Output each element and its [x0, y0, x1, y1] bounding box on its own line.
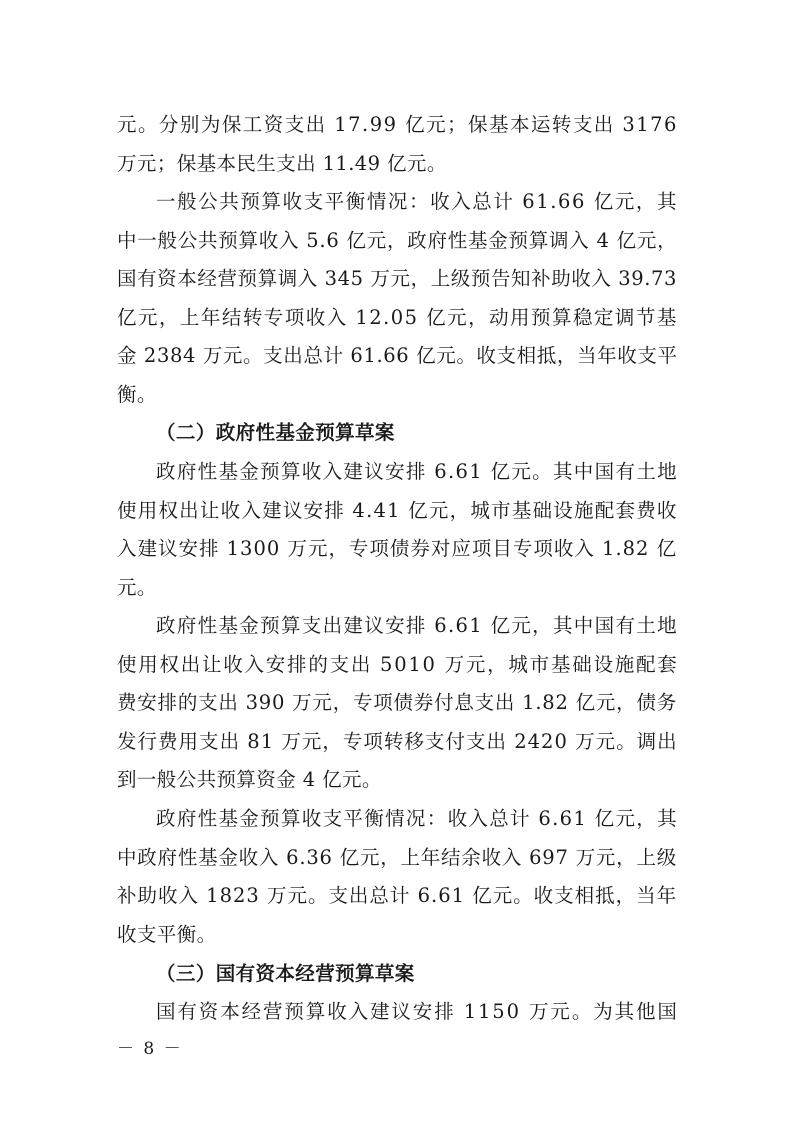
text-line: 入建议安排 1300 万元，专项债券对应项目专项收入 1.82 亿 [117, 537, 678, 560]
section-heading-fund-budget: （二）政府性基金预算草案 [156, 421, 395, 444]
page-number: － 8 － [117, 1039, 183, 1059]
text-line: 政府性基金预算收支平衡情况：收入总计 6.61 亿元，其 [156, 807, 678, 830]
text-line: 中一般公共预算收入 5.6 亿元，政府性基金预算调入 4 亿元， [117, 228, 678, 252]
text-line: 元。 [117, 575, 157, 599]
text-line: 亿元，上年结转专项收入 12.05 亿元，动用预算稳定调节基 [117, 305, 678, 329]
paragraph-fund-budget-balance [117, 800, 677, 954]
text-line: 一般公共预算收支平衡情况：收入总计 61.66 亿元，其 [156, 190, 679, 213]
text-line: 元。分别为保工资支出 17.99 亿元；保基本运转支出 3176 [117, 113, 678, 136]
text-line: 衡。 [117, 382, 157, 406]
text-line: 补助收入 1823 万元。支出总计 6.61 亿元。收支相抵，当年 [117, 884, 678, 907]
text-line: 中政府性基金收入 6.36 亿元，上年结余收入 697 万元，上级 [117, 845, 678, 869]
text-line: 政府性基金预算支出建议安排 6.61 亿元，其中国有土地 [156, 614, 678, 637]
text-line: 国有资本经营预算收入建议安排 1150 万元。为其他国 [156, 1000, 679, 1023]
text-line: 金 2384 万元。支出总计 61.66 亿元。收支相抵，当年收支平 [117, 344, 678, 367]
section-heading-state-capital-budget: （三）国有资本经营预算草案 [156, 962, 415, 985]
paragraph-state-capital-income [117, 993, 677, 1032]
text-line: 发行费用支出 81 万元，专项转移支付支出 2420 万元。调出 [117, 729, 678, 753]
text-line: 使用权出让收入建议安排 4.41 亿元，城市基础设施配套费收 [117, 498, 678, 522]
text-line: 万元；保基本民生支出 11.49 亿元。 [117, 151, 447, 175]
text-line: 收支平衡。 [117, 922, 217, 946]
paragraph-fund-budget-income [117, 453, 677, 607]
paragraph-basic-guarantees [117, 106, 677, 183]
text-line: 费安排的支出 390 万元，专项债券付息支出 1.82 亿元，债务 [117, 691, 678, 714]
text-line: 国有资本经营预算调入 345 万元，上级预告知补助收入 39.73 [117, 267, 678, 290]
text-line: 使用权出让收入安排的支出 5010 万元，城市基础设施配套 [117, 652, 679, 676]
text-line: 政府性基金预算收入建议安排 6.61 亿元。其中国有土地 [156, 460, 678, 483]
paragraph-fund-budget-expenditure [117, 607, 677, 800]
text-line: 到一般公共预算资金 4 亿元。 [117, 768, 382, 791]
paragraph-general-budget-balance [117, 183, 677, 414]
